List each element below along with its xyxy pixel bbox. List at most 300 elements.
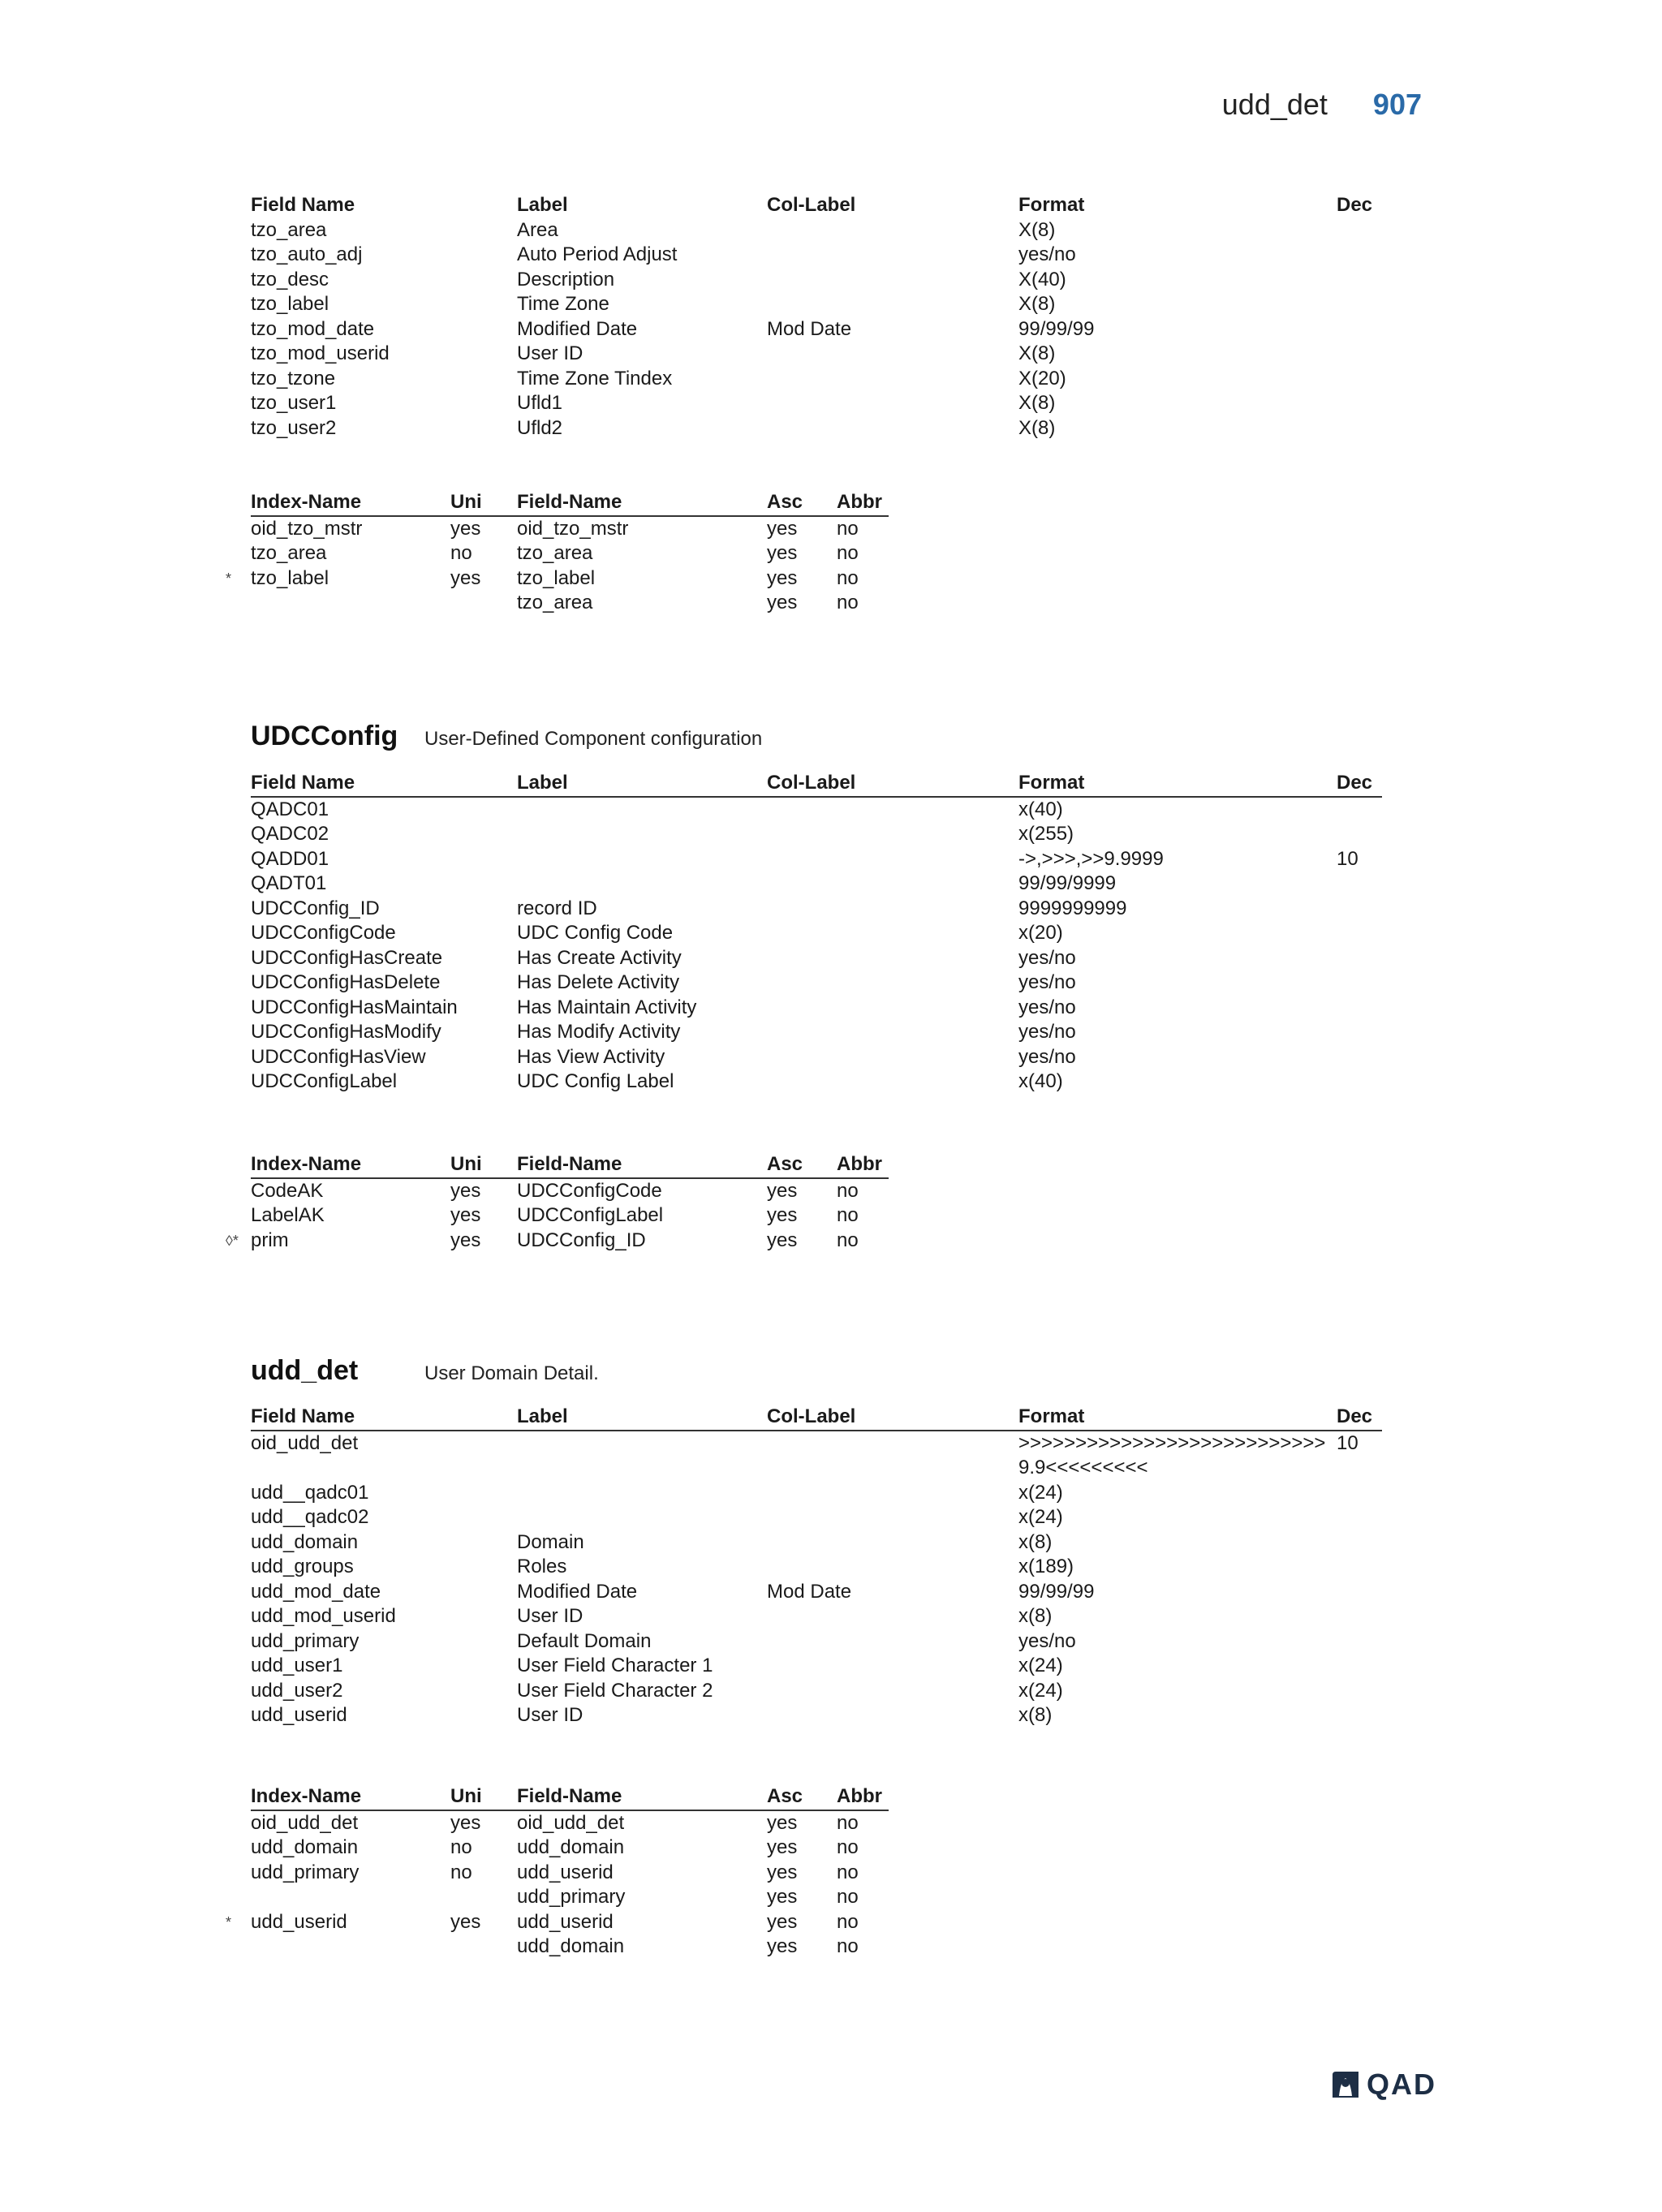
row-marker — [226, 871, 251, 897]
field-format: 9999999999 — [1018, 897, 1127, 919]
row-marker — [226, 342, 251, 367]
field-label: UDC Config Code — [517, 922, 674, 944]
field-table — [226, 193, 1382, 441]
row-marker — [226, 921, 251, 946]
field-label: Description — [517, 268, 615, 290]
index-name: CodeAK — [251, 1179, 324, 1202]
col-header-format: Format — [1018, 771, 1337, 797]
field-col-label — [767, 292, 1018, 317]
row-marker — [226, 416, 251, 441]
field-dec — [1337, 292, 1382, 317]
index-field-name: udd_userid — [517, 1910, 614, 1933]
col-header-uni: Uni — [450, 1152, 517, 1178]
field-row — [226, 367, 1382, 392]
field-col-label — [767, 871, 1018, 897]
col-header-label: Label — [517, 194, 568, 216]
row-marker — [226, 897, 251, 922]
field-col-label — [767, 218, 1018, 243]
index-ascending: yes — [767, 1910, 798, 1933]
field-dec — [1337, 1604, 1382, 1629]
field-col-label — [767, 1530, 1018, 1556]
field-label: User ID — [517, 1605, 583, 1627]
field-dec — [1337, 797, 1382, 823]
primary-index-marker — [226, 591, 251, 616]
field-format: x(8) — [1018, 1530, 1053, 1553]
col-header-label: Label — [517, 771, 767, 797]
index-unique: no — [450, 1861, 472, 1883]
index-field-name: udd_domain — [517, 1836, 625, 1858]
field-format: yes/no — [1018, 243, 1076, 265]
row-marker — [226, 1580, 251, 1605]
row-marker — [226, 1505, 251, 1530]
field-col-label — [767, 391, 1018, 416]
field-row — [226, 1629, 1382, 1655]
index-name: tzo_label — [251, 566, 329, 589]
index-abbreviated: no — [837, 1861, 859, 1883]
field-format: x(24) — [1018, 1655, 1063, 1676]
field-format: x(24) — [1018, 1679, 1063, 1702]
field-row — [226, 1020, 1382, 1045]
field-format: X(8) — [1018, 342, 1056, 364]
col-header-field-name: Field-Name — [517, 1152, 767, 1178]
index-unique: yes — [450, 517, 481, 540]
index-row — [226, 1885, 889, 1910]
index-name: LabelAK — [251, 1204, 325, 1226]
field-format: ->,>>>,>>9.9999 — [1018, 847, 1164, 870]
row-marker — [226, 268, 251, 293]
udd-det-index-section — [226, 1784, 889, 1960]
field-row — [226, 1654, 1382, 1679]
field-label: Has Create Activity — [517, 946, 682, 969]
field-row — [226, 1481, 1382, 1506]
field-row — [226, 1703, 1382, 1728]
index-abbreviated: no — [837, 1204, 859, 1226]
field-format: X(20) — [1018, 367, 1066, 389]
field-col-label — [767, 847, 1018, 872]
field-dec — [1337, 391, 1382, 416]
row-marker — [226, 218, 251, 243]
index-ascending: yes — [767, 1886, 798, 1908]
col-header-index-name: Index-Name — [251, 490, 450, 516]
field-row — [226, 1530, 1382, 1556]
field-row — [226, 871, 1382, 897]
field-label: Has Delete Activity — [517, 971, 680, 993]
col-header-asc: Asc — [767, 1152, 837, 1178]
field-label: UDC Config Label — [517, 1070, 674, 1092]
index-field-name: tzo_area — [517, 542, 593, 564]
field-dec — [1337, 946, 1382, 971]
field-format: yes/no — [1018, 1045, 1076, 1068]
qad-logo — [1329, 2068, 1436, 2102]
field-col-label — [767, 1654, 1018, 1679]
col-header-uni: Uni — [450, 1784, 517, 1810]
row-marker — [226, 1530, 251, 1556]
index-unique: yes — [450, 566, 481, 589]
row-marker — [226, 1654, 251, 1679]
col-header-abbr: Abbr — [837, 1152, 889, 1178]
index-abbreviated: no — [837, 1886, 859, 1908]
col-header-abbr: Abbr — [837, 1784, 889, 1810]
index-row — [226, 566, 889, 592]
field-dec — [1337, 1629, 1382, 1655]
page-number: 907 — [1372, 88, 1422, 121]
udcconfig-index-section — [226, 1152, 889, 1253]
field-format: yes/no — [1018, 996, 1076, 1018]
index-abbreviated: no — [837, 1179, 859, 1202]
field-row — [226, 847, 1382, 872]
field-label: Roles — [517, 1556, 567, 1577]
field-row — [226, 218, 1382, 243]
table-description: User-Defined Component configuration — [424, 728, 763, 750]
udd-det-field-section — [226, 1405, 1382, 1728]
row-marker — [226, 1431, 251, 1481]
field-col-label — [767, 243, 1018, 268]
field-name: UDCConfigHasModify — [251, 1021, 441, 1043]
col-header-asc: Asc — [767, 1784, 837, 1810]
index-abbreviated: no — [837, 1229, 859, 1251]
field-label: Ufld2 — [517, 416, 563, 439]
field-label: User ID — [517, 342, 583, 364]
field-col-label — [767, 1431, 1018, 1481]
field-label — [517, 847, 767, 872]
table-title-udcconfig — [251, 721, 762, 752]
field-row — [226, 268, 1382, 293]
field-format: 99/99/99 — [1018, 1580, 1095, 1603]
field-format: x(189) — [1018, 1556, 1074, 1577]
field-label: Has Maintain Activity — [517, 996, 697, 1018]
field-name: UDCConfigHasView — [251, 1045, 426, 1068]
field-label: User ID — [517, 1704, 583, 1726]
field-name: UDCConfigHasCreate — [251, 946, 443, 969]
field-label: Ufld1 — [517, 392, 563, 414]
primary-index-marker — [226, 1203, 251, 1229]
field-col-label — [767, 797, 1018, 823]
primary-index-marker: ◊* — [226, 1232, 239, 1249]
field-row — [226, 416, 1382, 441]
col-header-col-label: Col-Label — [767, 771, 1018, 797]
col-header-col-label: Col-Label — [767, 1405, 1018, 1431]
row-marker — [226, 1481, 251, 1506]
primary-index-marker — [226, 541, 251, 566]
field-name: udd_domain — [251, 1530, 359, 1553]
index-row — [226, 1229, 889, 1254]
field-format — [1018, 1431, 1337, 1481]
field-dec — [1337, 416, 1382, 441]
table-name: UDCConfig — [251, 721, 398, 751]
field-label — [517, 822, 767, 847]
field-col-label — [767, 897, 1018, 922]
index-table — [226, 1784, 889, 1960]
table-title-udd-det — [251, 1355, 599, 1387]
field-col-label — [767, 1505, 1018, 1530]
field-label: User Field Character 2 — [517, 1679, 713, 1702]
running-title: udd_det — [1221, 88, 1328, 121]
qad-logo-icon — [1329, 2070, 1362, 2099]
field-dec — [1337, 1654, 1382, 1679]
field-label — [517, 1505, 767, 1530]
field-col-label — [767, 367, 1018, 392]
field-name: udd_primary — [251, 1629, 360, 1652]
field-dec — [1337, 342, 1382, 367]
index-unique — [450, 591, 517, 616]
field-col-label — [767, 268, 1018, 293]
index-unique: no — [450, 1836, 472, 1858]
field-dec — [1337, 243, 1382, 268]
index-abbreviated: no — [837, 592, 859, 613]
primary-index-marker — [226, 1885, 251, 1910]
field-label: Has View Activity — [517, 1045, 665, 1068]
field-col-label — [767, 1679, 1018, 1704]
index-ascending: yes — [767, 517, 798, 540]
field-format: X(8) — [1018, 218, 1056, 241]
field-col-label — [767, 970, 1018, 996]
col-header-index-name: Index-Name — [251, 1152, 450, 1178]
field-dec — [1337, 1505, 1382, 1530]
field-label: record ID — [517, 897, 597, 919]
field-label: Has Modify Activity — [517, 1021, 681, 1043]
field-format: yes/no — [1018, 1629, 1076, 1652]
field-name: udd_user2 — [251, 1679, 343, 1702]
tzo-index-section — [226, 490, 889, 616]
field-name: UDCConfigCode — [251, 922, 396, 944]
field-row — [226, 996, 1382, 1021]
field-name: udd_userid — [251, 1704, 347, 1726]
row-marker — [226, 996, 251, 1021]
field-col-label — [767, 946, 1018, 971]
col-header-field-name: Field Name — [251, 1405, 517, 1431]
field-col-label — [767, 1020, 1018, 1045]
field-name: tzo_user1 — [251, 392, 337, 414]
primary-index-marker — [226, 1934, 251, 1960]
field-row — [226, 1069, 1382, 1095]
field-name: tzo_mod_userid — [251, 342, 390, 364]
field-col-label — [767, 822, 1018, 847]
qad-logo-text: QAD — [1367, 2068, 1436, 2101]
col-header-dec: Dec — [1337, 194, 1373, 216]
index-ascending: yes — [767, 566, 798, 589]
field-row — [226, 897, 1382, 922]
field-col-label — [767, 342, 1018, 367]
index-abbreviated: no — [837, 1910, 859, 1933]
field-name: tzo_tzone — [251, 367, 336, 389]
row-marker — [226, 946, 251, 971]
index-table — [226, 1152, 889, 1253]
row-marker — [226, 1045, 251, 1070]
udcconfig-field-section — [226, 771, 1382, 1095]
field-dec: 10 — [1337, 1431, 1358, 1454]
field-col-label: Mod Date — [767, 1580, 852, 1603]
index-field-name: UDCConfig_ID — [517, 1229, 646, 1251]
field-label — [517, 1481, 767, 1506]
index-table — [226, 490, 889, 616]
field-format: 99/99/99 — [1018, 317, 1095, 340]
field-name: udd_mod_userid — [251, 1605, 396, 1627]
field-dec — [1337, 1555, 1382, 1580]
index-ascending: yes — [767, 1935, 798, 1957]
field-name: udd_mod_date — [251, 1580, 381, 1603]
field-row — [226, 1505, 1382, 1530]
index-ascending: yes — [767, 1836, 798, 1858]
field-name: tzo_mod_date — [251, 317, 375, 340]
field-col-label — [767, 1045, 1018, 1070]
index-name: udd_primary — [251, 1861, 360, 1883]
field-label: Time Zone Tindex — [517, 367, 673, 389]
field-row — [226, 1679, 1382, 1704]
field-label: Default Domain — [517, 1629, 652, 1652]
field-dec — [1337, 268, 1382, 293]
field-dec — [1337, 1703, 1382, 1728]
col-header-format: Format — [1018, 1405, 1337, 1431]
index-ascending: yes — [767, 1204, 798, 1226]
col-header-index-name: Index-Name — [251, 1784, 450, 1810]
field-name: QADC02 — [251, 823, 329, 845]
field-format: x(8) — [1018, 1605, 1053, 1627]
field-dec — [1337, 1530, 1382, 1556]
col-header-field-name: Field-Name — [517, 1784, 767, 1810]
field-dec — [1337, 996, 1382, 1021]
primary-index-marker — [226, 516, 251, 542]
col-header-field-name: Field Name — [251, 771, 517, 797]
field-col-label — [767, 1555, 1018, 1580]
field-row — [226, 1580, 1382, 1605]
field-format: x(40) — [1018, 798, 1063, 820]
field-format: yes/no — [1018, 1021, 1076, 1043]
index-unique: yes — [450, 1229, 481, 1251]
field-name: QADT01 — [251, 872, 327, 894]
col-header-col-label: Col-Label — [767, 194, 856, 216]
field-format: x(8) — [1018, 1704, 1053, 1726]
row-marker — [226, 1020, 251, 1045]
primary-index-marker — [226, 1178, 251, 1204]
index-row — [226, 516, 889, 542]
col-header-dec: Dec — [1337, 1405, 1382, 1431]
index-row — [226, 1910, 889, 1935]
field-row — [226, 822, 1382, 847]
field-row — [226, 946, 1382, 971]
index-ascending: yes — [767, 542, 798, 564]
index-ascending: yes — [767, 1811, 798, 1834]
index-field-name: oid_tzo_mstr — [517, 517, 629, 540]
index-field-name: tzo_label — [517, 566, 596, 589]
field-label — [517, 871, 767, 897]
index-unique: yes — [450, 1179, 481, 1202]
field-name: tzo_user2 — [251, 416, 337, 439]
field-dec — [1337, 921, 1382, 946]
field-row — [226, 317, 1382, 342]
field-dec — [1337, 1045, 1382, 1070]
field-name: udd_groups — [251, 1556, 354, 1577]
field-dec — [1337, 1679, 1382, 1704]
primary-index-marker — [226, 1861, 251, 1886]
field-col-label — [767, 921, 1018, 946]
field-name: tzo_label — [251, 293, 329, 315]
index-field-name: udd_domain — [517, 1935, 625, 1957]
index-field-name: UDCConfigLabel — [517, 1204, 664, 1226]
field-name: udd__qadc01 — [251, 1481, 369, 1504]
field-dec — [1337, 317, 1382, 342]
field-format: yes/no — [1018, 971, 1076, 993]
field-col-label — [767, 1481, 1018, 1506]
field-label — [517, 797, 767, 823]
field-row — [226, 797, 1382, 823]
index-row — [226, 1934, 889, 1960]
index-ascending: yes — [767, 1229, 798, 1251]
field-name: udd__qadc02 — [251, 1506, 369, 1528]
field-name: UDCConfig_ID — [251, 897, 380, 919]
index-name: udd_domain — [251, 1836, 359, 1858]
row-marker — [226, 1069, 251, 1095]
index-abbreviated: no — [837, 542, 859, 564]
index-name — [251, 1934, 450, 1960]
col-header-field-name: Field Name — [251, 194, 355, 216]
index-row — [226, 591, 889, 616]
col-header-abbr: Abbr — [837, 490, 889, 516]
row-marker — [226, 243, 251, 268]
index-row — [226, 1861, 889, 1886]
field-name: UDCConfigLabel — [251, 1070, 398, 1092]
field-dec — [1337, 1020, 1382, 1045]
field-format: X(8) — [1018, 392, 1056, 414]
field-row — [226, 1604, 1382, 1629]
field-dec: 10 — [1337, 847, 1358, 870]
row-marker — [226, 367, 251, 392]
index-name — [251, 1885, 450, 1910]
row-marker — [226, 847, 251, 872]
field-dec — [1337, 871, 1382, 897]
field-table — [226, 1405, 1382, 1728]
row-marker — [226, 970, 251, 996]
index-ascending: yes — [767, 1861, 798, 1883]
row-marker — [226, 1629, 251, 1655]
index-name: oid_udd_det — [251, 1811, 359, 1834]
row-marker — [226, 292, 251, 317]
index-row — [226, 1203, 889, 1229]
field-name: tzo_desc — [251, 268, 329, 290]
col-header-format: Format — [1018, 194, 1085, 216]
field-label: Domain — [517, 1530, 584, 1553]
field-row — [226, 1045, 1382, 1070]
field-format: x(40) — [1018, 1070, 1063, 1092]
field-name: QADD01 — [251, 847, 329, 870]
field-name: udd_user1 — [251, 1655, 343, 1676]
index-row — [226, 1178, 889, 1204]
field-dec — [1337, 1069, 1382, 1095]
row-marker — [226, 1555, 251, 1580]
index-unique — [450, 1934, 517, 1960]
index-abbreviated: no — [837, 1811, 859, 1834]
index-name: prim — [251, 1229, 289, 1251]
index-unique: yes — [450, 1204, 481, 1226]
index-row — [226, 1835, 889, 1861]
index-unique — [450, 1885, 517, 1910]
field-row — [226, 1431, 1382, 1481]
field-dec — [1337, 897, 1382, 922]
field-format: x(20) — [1018, 922, 1063, 944]
field-format: 99/99/9999 — [1018, 872, 1117, 894]
index-abbreviated: no — [837, 1836, 859, 1858]
field-format: X(40) — [1018, 268, 1066, 290]
index-abbreviated: no — [837, 566, 859, 589]
field-label: User Field Character 1 — [517, 1655, 713, 1676]
field-label: Modified Date — [517, 317, 638, 340]
index-field-name: udd_userid — [517, 1861, 614, 1883]
field-format-text: >>>>>>>>>>>>>>>>>>>>>>>>>>>9.9<<<<<<<<< — [1018, 1431, 1326, 1478]
row-marker — [226, 1679, 251, 1704]
primary-index-marker — [226, 1835, 251, 1861]
field-table — [226, 771, 1382, 1095]
field-label: Auto Period Adjust — [517, 243, 678, 265]
primary-index-marker — [226, 1810, 251, 1836]
